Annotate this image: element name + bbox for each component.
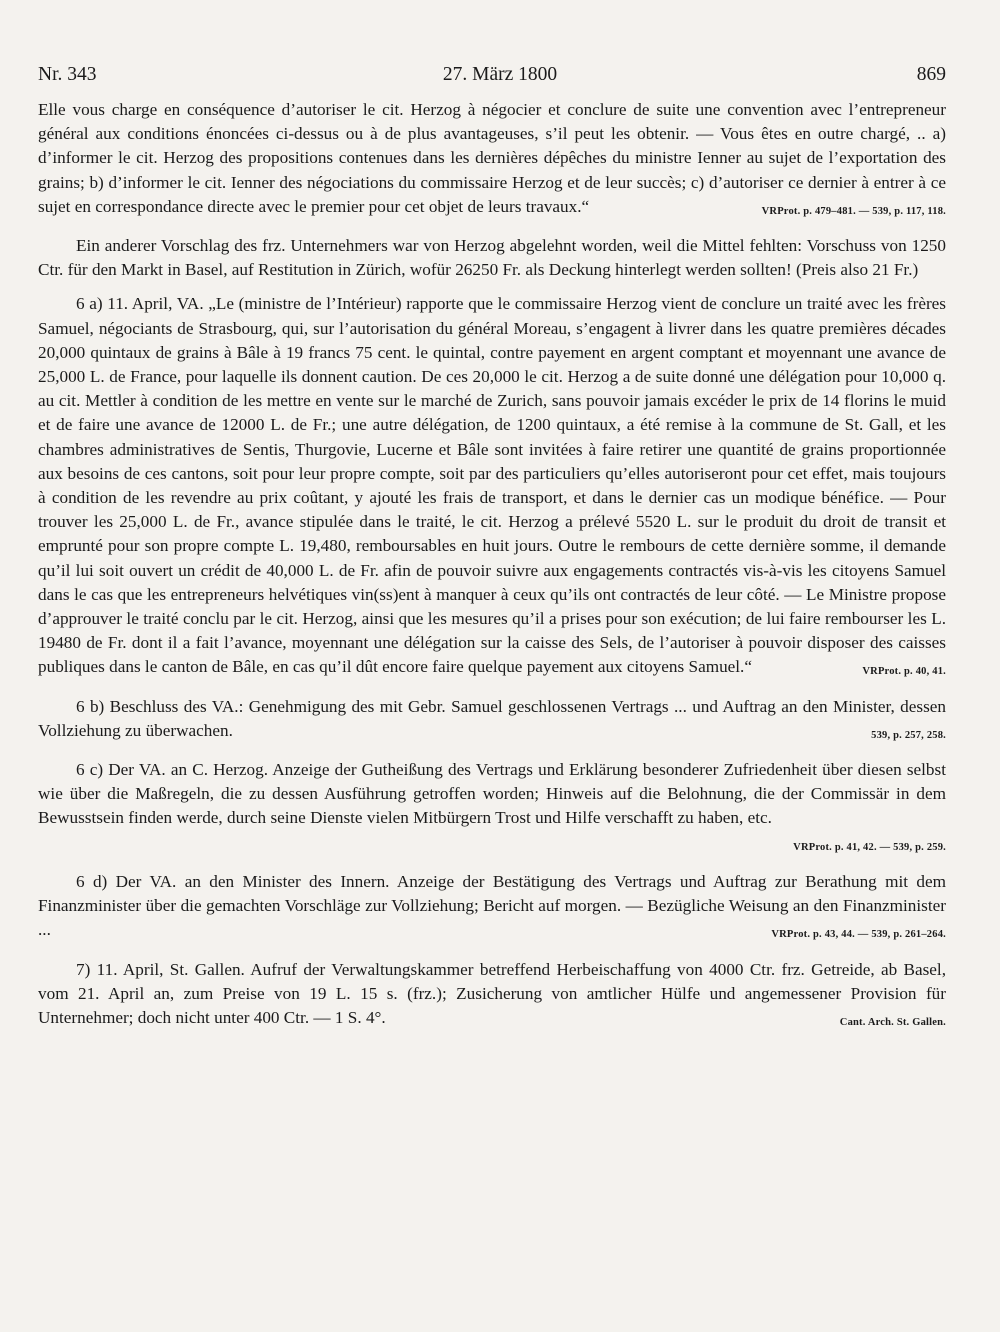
document-body bbox=[38, 98, 946, 1035]
paragraph-text: 6 c) Der VA. an C. Herzog. Anzeige der Gutheißung des Vertrags und Erklärung besonderer Zufriedenheit über diesen selbst wie über die Maßregeln, die zu dessen Ausführung getroffen worden; Hinweis auf die Belohnung, die der Commissär in dem Bewusstsein finden werde, durch seine Dienste vielen Mitbürgern Trost und Hilfe verschafft zu haben, etc. bbox=[38, 760, 946, 828]
paragraph-6c bbox=[38, 758, 946, 860]
paragraph-text: 6 b) Beschluss des VA.: Genehmigung des mit Gebr. Samuel geschlossenen Vertrags ... und Auftrag an den Minister, dessen Vollziehung zu überwachen. bbox=[38, 696, 946, 740]
archive-reference: Cant. Arch. St. Gallen. bbox=[839, 1016, 946, 1028]
document-number: Nr. 343 bbox=[38, 64, 97, 85]
paragraph-2 bbox=[38, 234, 946, 282]
archive-reference: 539, p. 257, 258. bbox=[871, 729, 946, 741]
paragraph-1 bbox=[38, 98, 946, 224]
archive-reference: VRProt. p. 43, 44. — 539, p. 261–264. bbox=[771, 929, 946, 941]
paragraph-text: Ein anderer Vorschlag des frz. Unternehmers war von Herzog abgelehnt worden, weil die Mittel fehlten: Vorschuss von 1250 Ctr. für den Markt in Basel, auf Restitution in Zürich, wofür 26250 Fr. als Deckung hinterlegt werden sollten! (Preis also 21 Fr.) bbox=[38, 236, 946, 280]
paragraph-text: Elle vous charge en conséquence d’autoriser le cit. Herzog à négocier et conclure de suite une convention avec l’entrepreneur général aux conditions énoncées ci-dessus ou à de plus avantageuses, s’il peut les obtenir. — Vous êtes en outre chargé, .. a) d’informer le cit. Herzog des propositions contenues dans les dernières dépêches du ministre Ienner au sujet de l’exportation des grains; b) d’informer le cit. Ienner des négociations du commissaire Herzog et de leur succès; c) d’autoriser ce dernier à entrer à ce sujet en correspondance directe avec le premier pour cet objet de leurs travaux.“ bbox=[38, 100, 946, 216]
paragraph-7 bbox=[38, 958, 946, 1036]
paragraph-6a bbox=[38, 292, 946, 684]
paragraph-text: 7) 11. April, St. Gallen. Aufruf der Verwaltungskammer betreffend Herbeischaffung von 4000 Ctr. frz. Getreide, ab Basel, vom 21. April an, zum Preise von 19 L. 15 s. (frz.); Zusicherung von amtlicher Hülfe und angemessener Provision für Unternehmer; doch nicht unter 400 Ctr. — 1 S. 4°. bbox=[38, 959, 946, 1027]
paragraph-text: 6 a) 11. April, VA. „Le (ministre de l’Intérieur) rapporte que le commissaire Herzog vient de conclure un traité avec les frères Samuel, négociants de Strasbourg, qui, sur l’autorisation du général Moreau, s’engagent à livrer dans les quatre premières décades 20,000 quintaux de grains à Bâle à 19 francs 75 cent. le quintal, contre payement en argent comptant et moyennant une avance de 25,000 L. de France, pour laquelle ils donnent caution. De ces 20,000 le cit. Herzog a de suite donné une délégation pour 10,000 q. au cit. Mettler à condition de les mettre en vente sur le marché de Zurich, sans pouvoir jamais excéder le prix de 14 florins le muid et de faire une avance de 12000 L. de Fr.; une autre délégation, de 1200 quintaux, a été remise à la commune de St. Gall, et les chambres administratives de Sentis, Thurgovie, Lucerne et Bâle sont invitées à faire retirer une quantité de grains proportionnée aux besoins de ces cantons, soit pour leur propre compte, soit par des particuliers qu’elles autoriseront pour cet effet, mais toujours à condition de les revendre au prix coûtant, y ajouté les frais de transport, et dans le dernier cas un modique bénéfice. — Pour trouver les 25,000 L. de Fr., avance stipulée dans le traité, le cit. Herzog a prélevé 5520 L. sur le produit du droit de transit et emprunté pour son propre compte L. 19,480, remboursables en huit jours. Outre le rembours de cette dernière somme, il demande qu’il lui soit ouvert un crédit de 40,000 L. de Fr. afin de pouvoir suivre aux engagements contractés vis-à-vis les citoyens Samuel dans le cas que les entrepreneurs helvétiques vin(ss)ent à manquer à ceux qu’ils ont contractés de leur côté. — Le Ministre propose d’approuver le traité conclu par le cit. Herzog, ainsi que les mesures qu’il a prises pour son exécution; de lui faire rembourser les L. 19480 de Fr. dont il a fait l’avance, moyennant une délégation sur la caisse des Sels, de l’autoriser à pouvoir disposer des caisses publiques dans le canton de Bâle, en cas qu’il dût encore faire quelque payement aux citoyens Samuel.“ bbox=[38, 294, 946, 677]
page-header bbox=[38, 64, 946, 86]
paragraph-6b bbox=[38, 695, 946, 748]
archive-reference: VRProt. p. 479–481. — 539, p. 117, 118. bbox=[761, 205, 946, 217]
paragraph-text: 6 d) Der VA. an den Minister des Innern. Anzeige der Bestätigung des Vertrags und Auftrag zur Berathung mit dem Finanzminister über die gemachten Vorschläge zur Vollziehung; Bericht auf morgen. — Bezügliche Weisung an den Finanzminister ... bbox=[38, 871, 946, 940]
paragraph-6d bbox=[38, 870, 946, 948]
page-date: 27. März 1800 bbox=[442, 64, 558, 85]
archive-reference: VRProt. p. 40, 41. bbox=[862, 666, 946, 678]
archive-reference: VRProt. p. 41, 42. — 539, p. 259. bbox=[793, 841, 946, 853]
page-number: 869 bbox=[916, 64, 946, 85]
